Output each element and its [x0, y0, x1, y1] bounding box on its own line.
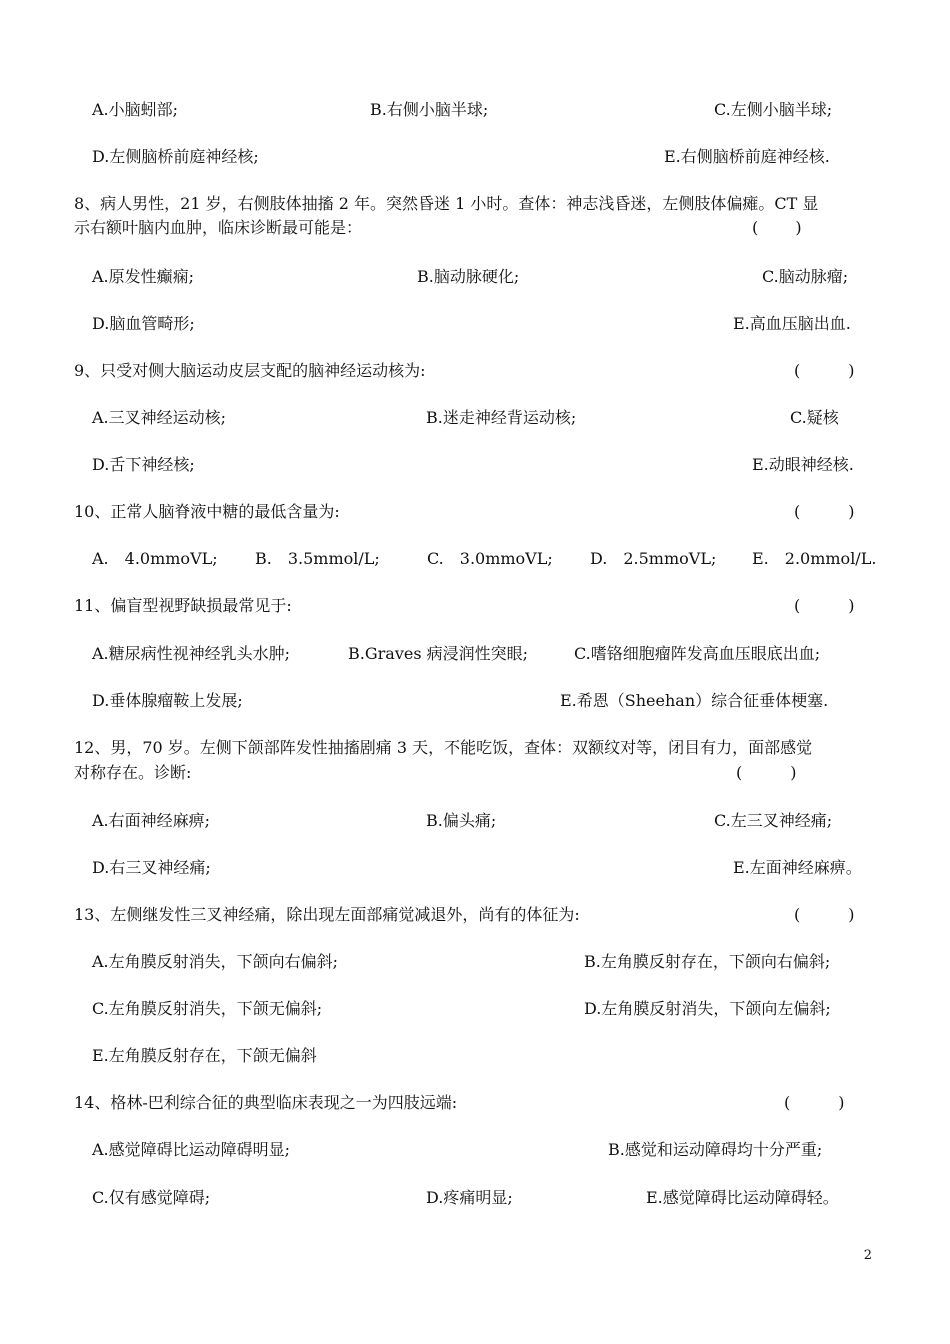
question-text: 12、男，70 岁。左侧下颌部阵发性抽搐剧痛 3 天，不能吃饭，查体：双额纹对等，闭目有力，面部感觉: [74, 738, 813, 757]
option-b: B.偏头痛;: [426, 811, 497, 830]
answer-blank: ( ): [794, 905, 855, 924]
question-text: 11、偏盲型视野缺损最常见于:: [74, 596, 292, 615]
option-a: A.右面神经麻痹;: [92, 811, 211, 830]
option-b: B.感觉和运动障碍均十分严重;: [608, 1140, 823, 1159]
option-a: A.感觉障碍比运动障碍明显;: [92, 1140, 291, 1159]
answer-blank: ( ): [736, 763, 797, 782]
answer-blank: ( ): [784, 1093, 845, 1112]
option-e: E.感觉障碍比运动障碍轻。: [646, 1188, 839, 1207]
option-d: D.疼痛明显;: [426, 1188, 513, 1207]
option-c: C. 3.0mmoVL;: [427, 549, 553, 568]
option-d: D.左角膜反射消失，下颌向左偏斜;: [584, 999, 831, 1018]
option-c: C.左角膜反射消失，下颌无偏斜;: [92, 999, 323, 1018]
question-text: 10、正常人脑脊液中糖的最低含量为:: [74, 502, 340, 521]
option-c: C.嗜铬细胞瘤阵发高血压眼底出血;: [574, 644, 821, 663]
option-e: E.左面神经麻痹。: [733, 858, 862, 877]
option-e: E.高血压脑出血.: [733, 314, 851, 333]
option-d: D.垂体腺瘤鞍上发展;: [92, 691, 243, 710]
question-text-cont: 示右额叶脑内血肿，临床诊断最可能是：: [74, 218, 363, 237]
option-e: E.左角膜反射存在，下颌无偏斜: [92, 1046, 317, 1065]
option-c: C.疑核: [790, 408, 839, 427]
option-c: C.仅有感觉障碍;: [92, 1188, 211, 1207]
option-e: E. 2.0mmol/L.: [752, 549, 877, 568]
option-c: C.左三叉神经痛;: [714, 811, 833, 830]
option-b: B. 3.5mmol/L;: [255, 549, 380, 568]
question-text: 9、只受对侧大脑运动皮层支配的脑神经运动核为:: [74, 361, 426, 380]
option-e: E.希恩（Sheehan）综合征垂体梗塞.: [560, 691, 829, 710]
question-text-cont: 对称存在。诊断:: [74, 763, 192, 782]
option-c: C.左侧小脑半球;: [714, 100, 833, 119]
answer-blank: ( ): [794, 596, 855, 615]
option-b: B.迷走神经背运动核;: [426, 408, 577, 427]
option-a: A.糖尿病性视神经乳头水肿;: [92, 644, 291, 663]
answer-blank: ( ): [752, 218, 802, 237]
answer-blank: ( ): [794, 502, 855, 521]
option-a: A.三叉神经运动核;: [92, 408, 227, 427]
option-d: D.舌下神经核;: [92, 455, 195, 474]
option-e: E.动眼神经核.: [752, 455, 854, 474]
option-b: B.左角膜反射存在，下颌向右偏斜;: [584, 952, 831, 971]
option-d: D. 2.5mmoVL;: [590, 549, 717, 568]
answer-blank: ( ): [794, 361, 855, 380]
option-a: A.原发性癫痫;: [92, 267, 195, 286]
option-b: B.脑动脉硬化;: [417, 267, 520, 286]
option-c: C.脑动脉瘤;: [762, 267, 849, 286]
question-text: 8、病人男性，21 岁，右侧肢体抽搐 2 年。突然昏迷 1 小时。查体：神志浅昏迷，左侧肢体偏瘫。CT 显: [74, 194, 819, 213]
option-b: B.右侧小脑半球;: [370, 100, 489, 119]
option-d: D.脑血管畸形;: [92, 314, 195, 333]
option-e: E.右侧脑桥前庭神经核.: [664, 147, 830, 166]
page-number: 2: [863, 1248, 872, 1263]
option-d: D.左侧脑桥前庭神经核;: [92, 147, 259, 166]
option-d: D.右三叉神经痛;: [92, 858, 211, 877]
option-a: A.左角膜反射消失，下颌向右偏斜;: [92, 952, 339, 971]
option-b: B.Graves 病浸润性突眼;: [348, 644, 529, 663]
option-a: A.小脑蚓部;: [92, 100, 179, 119]
option-a: A. 4.0mmoVL;: [92, 549, 218, 568]
question-text: 14、格林-巴利综合征的典型临床表现之一为四肢远端:: [74, 1093, 458, 1112]
question-text: 13、左侧继发性三叉神经痛，除出现左面部痛觉减退外，尚有的体征为:: [74, 905, 580, 924]
